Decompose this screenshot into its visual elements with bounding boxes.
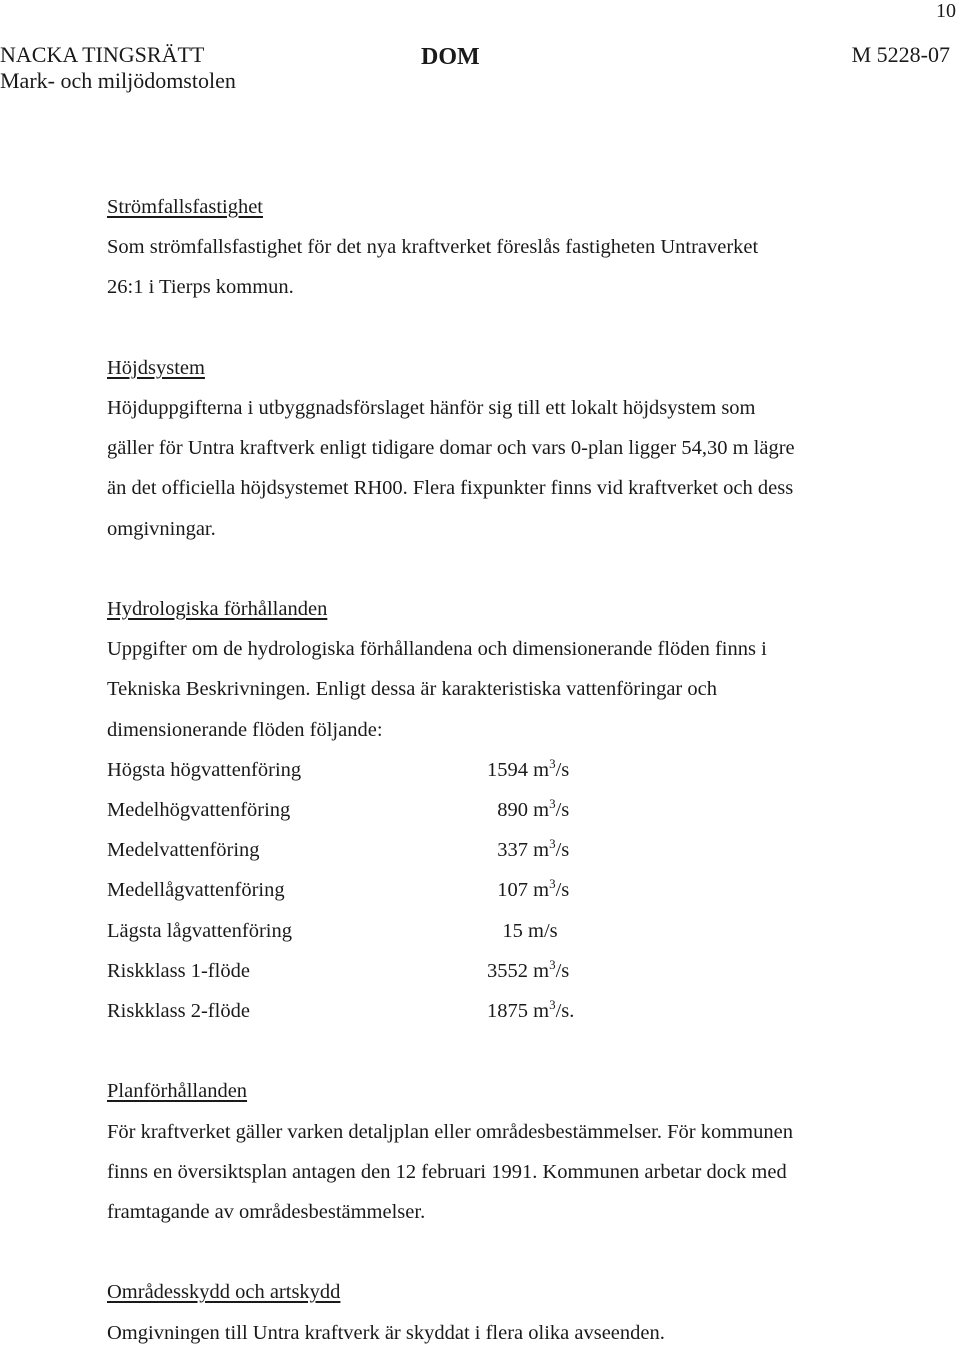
paragraph-line: finns en översiktsplan antagen den 12 februari 1991. Kommunen arbetar dock med [107,1160,787,1183]
document-type: DOM [421,44,480,70]
paragraph-line: Omgivningen till Untra kraftverk är skyddat i flera olika avseenden. [107,1321,665,1344]
flow-amount: 890 m [487,799,550,821]
court-department: Mark- och miljödomstolen [0,68,236,93]
paragraph-line: Tekniska Beskrivningen. Enligt dessa är karakteristiska vattenföringar och [107,678,717,701]
flow-exponent: 3 [549,836,556,852]
section-hojdsystem [107,348,907,549]
section-stromfallsfastighet [107,187,907,308]
section-heading: Hydrologiska förhållanden [107,598,328,620]
paragraph-line: För kraftverket gäller varken detaljplan eller områdesbestämmelser. För kommunen [107,1120,793,1143]
flow-unit: /s [555,879,570,902]
section-heading: Områdesskydd och artskydd [107,1281,341,1304]
flow-table [107,750,907,1031]
section-heading: Strömfallsfastighet [107,196,264,218]
flow-unit: /s [555,799,570,821]
paragraph-line: omgivningar. [107,517,216,540]
flow-amount: 337 m [487,839,550,862]
flow-value [487,911,558,951]
flow-value [487,870,569,910]
flow-exponent: 3 [549,755,556,771]
flow-row [107,750,907,790]
flow-exponent: 3 [549,996,556,1012]
paragraph-line: 26:1 i Tierps kommun. [107,276,294,299]
flow-row [107,911,907,951]
flow-unit: /s [555,839,570,862]
flow-value [487,951,569,991]
section-heading: Höjdsystem [107,356,205,379]
flow-value [487,750,569,790]
court-name: NACKA TINGSRÄTT [0,42,205,67]
flow-amount: 107 m [487,879,550,902]
flow-label: Riskklass 1-flöde [107,959,250,982]
flow-row [107,790,907,830]
flow-label: Riskklass 2-flöde [107,999,250,1022]
flow-row [107,870,907,910]
paragraph-line: Uppgifter om de hydrologiska förhållandena och dimensionerande flöden finns i [107,638,767,661]
flow-amount: 3552 m [487,959,550,982]
flow-row [107,951,907,991]
paragraph-line: framtagande av områdesbestämmelser. [107,1200,426,1223]
page-number: 10 [936,0,956,22]
section-hydrologiska-forhallanden [107,589,907,1031]
case-number: M 5228-07 [851,42,950,67]
flow-row [107,830,907,870]
paragraph-line: Höjduppgifterna i utbyggnadsförslaget hänför sig till ett lokalt höjdsystem som [107,397,756,419]
section-heading: Planförhållanden [107,1080,248,1103]
flow-unit: /s [555,758,570,781]
flow-exponent: 3 [549,796,556,811]
paragraph-line: dimensionerande flöden följande: [107,718,383,741]
flow-label: Medelvattenföring [107,839,260,862]
section-planforhallanden [107,1071,907,1232]
flow-unit: /s. [555,999,575,1022]
flow-row [107,991,907,1031]
section-omradesskydd [107,1272,907,1352]
flow-amount: 15 m/s [487,919,558,942]
paragraph-line: gäller för Untra kraftverk enligt tidigare domar och vars 0-plan ligger 54,30 m lägre [107,437,795,460]
flow-amount: 1594 m [487,758,550,781]
flow-amount: 1875 m [487,999,550,1022]
paragraph-line: än det officiella höjdsystemet RH00. Flera fixpunkter finns vid kraftverket och dess [107,477,794,500]
flow-exponent: 3 [549,876,556,892]
flow-value [487,830,569,870]
paragraph-line: Som strömfallsfastighet för det nya kraftverket föreslås fastigheten Untraverket [107,236,759,259]
flow-value [487,991,574,1031]
flow-exponent: 3 [549,956,556,972]
flow-value [487,790,569,830]
flow-label: Medelhögvattenföring [107,799,291,821]
flow-unit: /s [555,959,570,982]
flow-label: Lägsta lågvattenföring [107,919,293,942]
flow-label: Högsta högvattenföring [107,758,302,781]
flow-label: Medellågvattenföring [107,879,285,902]
document-body [107,187,907,1353]
